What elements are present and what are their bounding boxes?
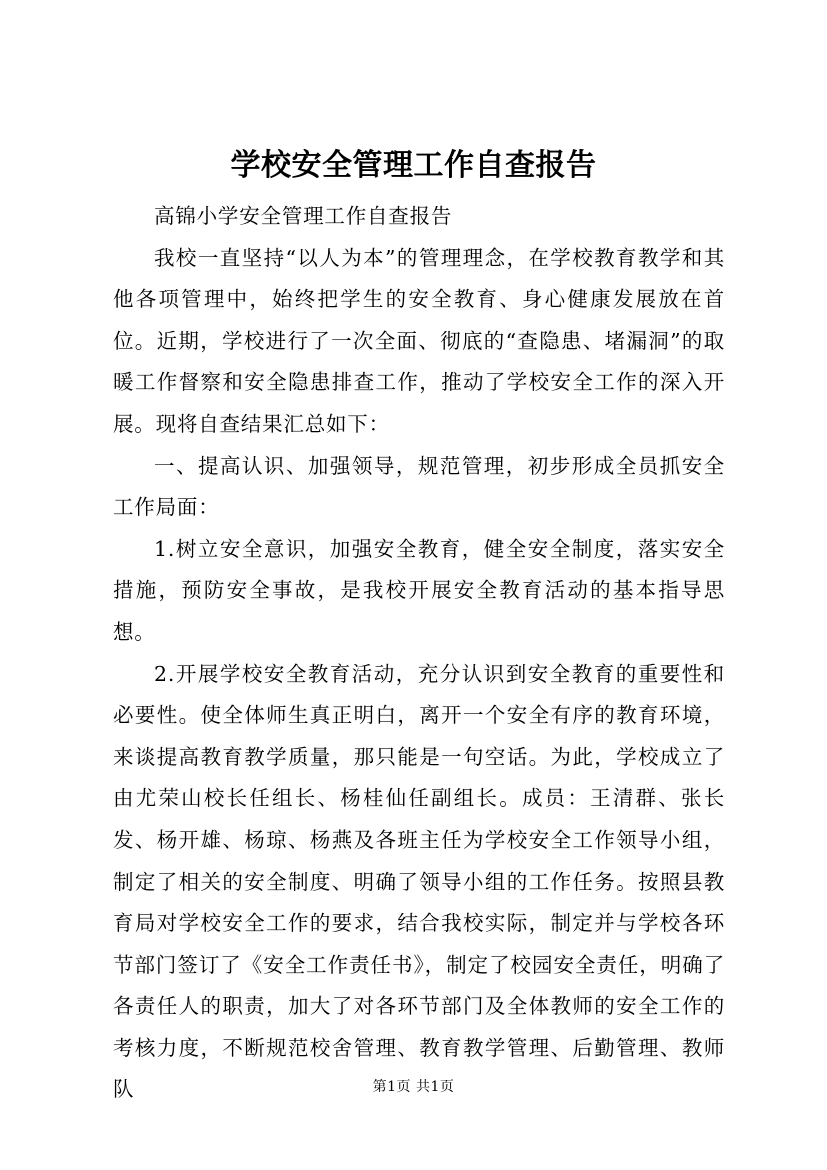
paragraph-item-1: 1.树立安全意识，加强安全教育，健全安全制度，落实安全措施，预防安全事故，是我校开展安全教育活动的基本指导思想。 [113,536,725,644]
document-title: 学校安全管理工作自查报告 [230,148,597,183]
paragraph-item-2: 2.开展学校安全教育活动，充分认识到安全教育的重要性和必要性。使全体师生真正明白，离开一个安全有序的教育环境，来谈提高教育教学质量，那只能是一句空话。为此，学校成立了由尤荣山校长任组长、杨桂仙任副组长。成员：王清群、张长发、杨开雄、杨琼、杨燕及各班主任为学校安全工作领导小组，制定了相关的安全制度、明确了领导小组的工作任务。按照县教育局对学校安全工作的要求，结合我校实际，制定并与学校各环节部门签订了《安全工作责任书》，制定了校园安全责任，明确了各责任人的职责，加大了对各环节部门及全体教师的安全工作的考核力度，不断规范校舍管理、教育教学管理、后勤管理、教师队 [113,661,725,1102]
page-footer: 第1页 共1页 [372,1079,455,1095]
paragraph-section-1-heading: 一、提高认识、加强领导，规范管理，初步形成全员抓安全工作局面： [113,453,725,520]
paragraph-subtitle: 高锦小学安全管理工作自查报告 [154,204,453,228]
paragraph-intro: 我校一直坚持“以人为本”的管理理念，在学校教育教学和其他各项管理中，始终把学生的安全教育、身心健康发展放在首位。近期，学校进行了一次全面、彻底的“查隐患、堵漏洞”的取暖工作督察和安全隐患排查工作，推动了学校安全工作的深入开展。现将自查结果汇总如下： [113,245,725,436]
document-body [113,196,725,1111]
